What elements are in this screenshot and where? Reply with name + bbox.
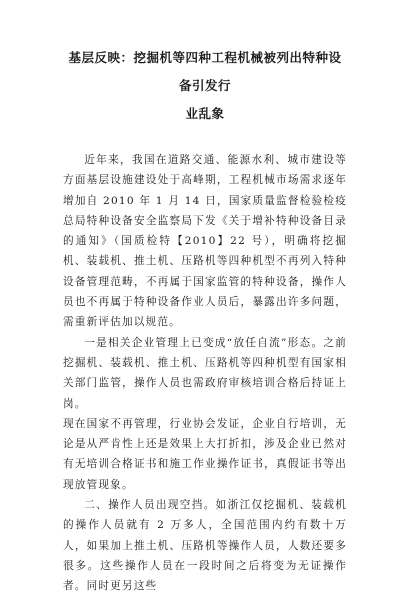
document-title: [63, 44, 347, 128]
paragraph-intro: 近年来，我国在道路交通、能源水利、城市建设等方面基层设施建设处于高峰期，工程机械市场需求逐年增加自 2010 年 1 月 14 日，国家质量监督检验检疫总局特种设备安全监察局下发《关于增补特种设备目录的通知》（国质检特【2010】22 号），明确将挖掘机、装载机、推土机、压路机等四种机型不再列入特种设备管理范畴，不再属于国家监管的特种设备，操作人员也不再属于特种设备作业人员后，暴露出许多问题，需重新评估加以规范。: [63, 154, 347, 329]
paragraph-point-one: 一是相关企业管理上已变成“放任自流”形态。之前挖掘机、装载机、推土机、压路机等四种机型有国家相关部门监管，操作人员也需政府审核培训合格后持证上岗。: [63, 336, 347, 410]
document-title-line-2: 业乱象: [185, 106, 225, 121]
document-title-line-1: 基层反映：挖掘机等四种工程机械被列出特种设备引发行: [68, 50, 342, 93]
document-body: [63, 150, 347, 597]
paragraph-point-one-continued: 现在国家不再管理，行业协会发证，企业自行培训，无论是从严肯性上还是效果上大打折扣，涉及企业已然对有无培训合格证书和施工作业操作证书，真假证书等出现放管现象。: [63, 417, 347, 491]
paragraph-point-two: 二、操作人员出现空挡。如浙江仅挖掘机、装载机的操作人员就有 2 万多人，全国范围内约有数十万人，如果加上推土机、压路机等操作人员，人数还要多很多。这些操作人员在一段时间之后将变为无证操作者。同时更另这些: [63, 499, 347, 593]
